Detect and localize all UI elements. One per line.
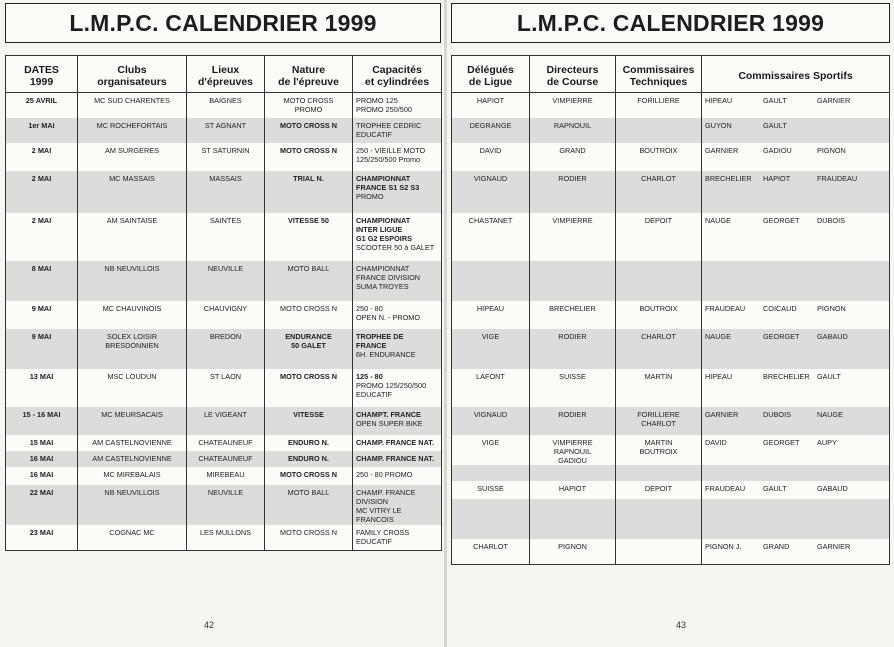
commissaire-technique-cell: MARTIN	[616, 369, 702, 407]
delegue-cell	[452, 465, 530, 481]
capacite-cell: TROPHEE DE FRANCE 6H. ENDURANCE	[353, 329, 442, 369]
capacite-cell: 250 - 80 PROMO	[353, 467, 442, 485]
club-cell: SOLEX LOISIR BRESDONNIEN	[78, 329, 187, 369]
commissaire-technique-cell: DEPOIT	[616, 213, 702, 261]
directeur-cell: RAPNOUIL	[530, 118, 616, 143]
capacite-cell: CHAMPIONNAT FRANCE S1 S2 S3 PROMO	[353, 171, 442, 213]
left-header-row	[6, 56, 442, 93]
commissaire-sportif-name: FRAUDEAU	[705, 303, 746, 313]
club-cell: AM CASTELNOVIENNE	[78, 451, 187, 467]
right-table-row	[452, 539, 890, 565]
directeur-cell	[530, 261, 616, 301]
capacite-cell: CHAMPIONNAT INTER LIGUE G1 G2 ESPOIRS SCOOTER 50 à GALET	[353, 213, 442, 261]
left-table-row	[6, 435, 442, 451]
commissaire-technique-cell: CHARLOT	[616, 329, 702, 369]
commissaire-sportif-name: COICAUD	[763, 303, 797, 313]
commissaire-technique-cell: CHARLOT	[616, 171, 702, 213]
commissaire-technique-cell: FORILLIERE CHARLOT	[616, 407, 702, 435]
right-table-row	[452, 261, 890, 301]
commissaire-technique-cell	[616, 499, 702, 539]
commissaire-sportif-name: GEORGET	[763, 331, 800, 341]
commissaire-technique-cell	[616, 118, 702, 143]
date-cell: 9 MAI	[6, 329, 78, 369]
date-cell: 15 - 16 MAI	[6, 407, 78, 435]
commissaire-sportif-name: HIPEAU	[705, 371, 733, 381]
club-cell: MC CHAUVINOIS	[78, 301, 187, 329]
nature-cell: MOTO CROSS N	[265, 369, 353, 407]
capacite-cell: 250 - 80 OPEN N. - PROMO	[353, 301, 442, 329]
capacite-cell: CHAMP. FRANCE DIVISION MC VITRY LE FRANCOIS	[353, 485, 442, 525]
left-table-row	[6, 93, 442, 118]
directeur-cell: PIGNON	[530, 539, 616, 565]
commissaires-sportifs-cell	[702, 143, 890, 171]
header-nature: Nature de l'épreuve	[265, 56, 353, 93]
delegue-cell: SUISSE	[452, 481, 530, 499]
club-cell: COGNAC MC	[78, 525, 187, 551]
directeur-cell: SUISSE	[530, 369, 616, 407]
left-table-row	[6, 467, 442, 485]
right-table-row	[452, 465, 890, 481]
nature-cell: VITESSE 50	[265, 213, 353, 261]
directeur-cell: GRAND	[530, 143, 616, 171]
commissaires-sportifs-cell	[702, 499, 890, 539]
date-cell: 2 MAI	[6, 213, 78, 261]
commissaire-sportif-name: NAUGE	[705, 215, 731, 225]
delegue-cell: CHARLOT	[452, 539, 530, 565]
right-table-row	[452, 435, 890, 465]
commissaires-sportifs-cell	[702, 481, 890, 499]
delegue-cell: DEGRANGE	[452, 118, 530, 143]
nature-cell: VITESSE	[265, 407, 353, 435]
left-page	[0, 0, 445, 647]
date-cell: 16 MAI	[6, 451, 78, 467]
commissaire-sportif-name: DUBOIS	[763, 409, 791, 419]
nature-cell: MOTO CROSS N	[265, 467, 353, 485]
commissaires-sportifs-cell	[702, 539, 890, 565]
right-table-row	[452, 143, 890, 171]
lieu-cell: CHAUVIGNY	[187, 301, 265, 329]
capacite-cell: PROMO 125 PROMO 250/500	[353, 93, 442, 118]
left-table-row	[6, 118, 442, 143]
right-page	[447, 0, 894, 647]
commissaire-sportif-name: GAULT	[763, 120, 787, 130]
lieu-cell: LES MULLONS	[187, 525, 265, 551]
commissaires-sportifs-cell	[702, 213, 890, 261]
commissaire-technique-cell: BOUTROIX	[616, 143, 702, 171]
left-table-row	[6, 369, 442, 407]
directeur-cell: RODIER	[530, 171, 616, 213]
commissaire-sportif-name: BRECHELIER	[763, 371, 810, 381]
date-cell: 15 MAI	[6, 435, 78, 451]
club-cell: AM SURGERES	[78, 143, 187, 171]
header-clubs: Clubs organisateurs	[78, 56, 187, 93]
club-cell: MC MEURSACAIS	[78, 407, 187, 435]
left-table-row	[6, 329, 442, 369]
directeur-cell: VIMPIERRE	[530, 93, 616, 118]
club-cell: MC MASSAIS	[78, 171, 187, 213]
commissaires-sportifs-cell	[702, 465, 890, 481]
commissaire-sportif-name: AUPY	[817, 437, 837, 447]
directeur-cell: HAPIOT	[530, 481, 616, 499]
commissaire-sportif-name: GARNIER	[817, 96, 851, 105]
date-cell: 2 MAI	[6, 143, 78, 171]
left-table-row	[6, 407, 442, 435]
delegue-cell: VIGE	[452, 435, 530, 465]
date-cell: 9 MAI	[6, 301, 78, 329]
capacite-cell: CHAMP. FRANCE NAT.	[353, 451, 442, 467]
left-calendar-table	[5, 55, 442, 551]
left-table-row	[6, 171, 442, 213]
delegue-cell: VIGE	[452, 329, 530, 369]
club-cell: NB NEUVILLOIS	[78, 485, 187, 525]
header-techniques: Commissaires Techniques	[616, 56, 702, 93]
commissaire-sportif-name: GARNIER	[817, 541, 851, 551]
right-table-row	[452, 171, 890, 213]
commissaire-sportif-name: PIGNON	[817, 303, 846, 313]
commissaire-sportif-name: PIGNON	[817, 145, 846, 155]
delegue-cell: LAFONT	[452, 369, 530, 407]
club-cell: MSC LOUDUN	[78, 369, 187, 407]
lieu-cell: CHATEAUNEUF	[187, 451, 265, 467]
right-page-title: L.M.P.C. CALENDRIER 1999	[451, 3, 890, 43]
lieu-cell: NEUVILLE	[187, 485, 265, 525]
capacite-cell: FAMILY CROSS EDUCATIF	[353, 525, 442, 551]
commissaires-sportifs-cell	[702, 93, 890, 118]
lieu-cell: ST AGNANT	[187, 118, 265, 143]
nature-cell: ENDURO N.	[265, 435, 353, 451]
club-cell: NB NEUVILLOIS	[78, 261, 187, 301]
commissaire-technique-cell: MARTIN BOUTROIX	[616, 435, 702, 465]
lieu-cell: BAIGNES	[187, 93, 265, 118]
delegue-cell: VIGNAUD	[452, 171, 530, 213]
lieu-cell: BREDON	[187, 329, 265, 369]
right-page-number: 43	[676, 620, 687, 630]
commissaires-sportifs-cell	[702, 171, 890, 213]
right-table-row	[452, 369, 890, 407]
right-table-row	[452, 93, 890, 118]
capacite-cell: 250 - VIEILLE MOTO 125/250/500 Promo	[353, 143, 442, 171]
left-table-row	[6, 213, 442, 261]
commissaire-sportif-name: HAPIOT	[763, 173, 791, 183]
delegue-cell: VIGNAUD	[452, 407, 530, 435]
capacite-cell: 125 - 80 PROMO 125/250/500 EDUCATIF	[353, 369, 442, 407]
delegue-cell	[452, 261, 530, 301]
date-cell: 23 MAI	[6, 525, 78, 551]
right-table-row	[452, 213, 890, 261]
nature-cell: MOTO CROSS N	[265, 118, 353, 143]
directeur-cell: RODIER	[530, 329, 616, 369]
left-table-row	[6, 451, 442, 467]
left-table-row	[6, 301, 442, 329]
commissaires-sportifs-cell	[702, 435, 890, 465]
nature-cell: MOTO CROSS PROMO	[265, 93, 353, 118]
commissaire-technique-cell: BOUTROIX	[616, 301, 702, 329]
commissaire-sportif-name: HIPEAU	[705, 96, 733, 105]
commissaire-sportif-name: FRAUDEAU	[817, 173, 858, 183]
lieu-cell: SAINTES	[187, 213, 265, 261]
delegue-cell: CHASTANET	[452, 213, 530, 261]
nature-cell: MOTO CROSS N	[265, 525, 353, 551]
directeur-cell	[530, 499, 616, 539]
nature-cell: MOTO BALL	[265, 485, 353, 525]
delegue-cell	[452, 499, 530, 539]
right-calendar-table	[451, 55, 890, 565]
right-table-row	[452, 118, 890, 143]
date-cell: 2 MAI	[6, 171, 78, 213]
directeur-cell: VIMPIERRE RAPNOUIL GADIOU	[530, 435, 616, 465]
commissaire-sportif-name: GABAUD	[817, 483, 848, 493]
date-cell: 16 MAI	[6, 467, 78, 485]
nature-cell: MOTO CROSS N	[265, 143, 353, 171]
commissaire-sportif-name: NAUGE	[705, 331, 731, 341]
commissaires-sportifs-cell	[702, 118, 890, 143]
lieu-cell: MASSAIS	[187, 171, 265, 213]
commissaire-sportif-name: FRAUDEAU	[705, 483, 746, 493]
nature-cell: ENDURO N.	[265, 451, 353, 467]
capacite-cell: CHAMP. FRANCE NAT.	[353, 435, 442, 451]
commissaires-sportifs-cell	[702, 301, 890, 329]
commissaire-technique-cell: DEPOIT	[616, 481, 702, 499]
delegue-cell: DAVID	[452, 143, 530, 171]
header-capacites: Capacités et cylindrées	[353, 56, 442, 93]
nature-cell: ENDURANCE 50 GALET	[265, 329, 353, 369]
capacite-cell: TROPHEE CEDRIC EDUCATIF	[353, 118, 442, 143]
commissaire-technique-cell: FORILLIERE	[616, 93, 702, 118]
lieu-cell: ST LAON	[187, 369, 265, 407]
commissaire-sportif-name: NAUGE	[817, 409, 843, 419]
nature-cell: TRIAL N.	[265, 171, 353, 213]
capacite-cell: CHAMPIONNAT FRANCE DIVISION SUMA TROYES	[353, 261, 442, 301]
left-page-number: 42	[204, 620, 215, 630]
left-table-row	[6, 525, 442, 551]
commissaire-sportif-name: GARNIER	[705, 409, 739, 419]
directeur-cell: RODIER	[530, 407, 616, 435]
right-table-row	[452, 301, 890, 329]
header-dates: DATES 1999	[6, 56, 78, 93]
lieu-cell: LE VIGEANT	[187, 407, 265, 435]
commissaire-sportif-name: DAVID	[705, 437, 727, 447]
commissaires-sportifs-cell	[702, 369, 890, 407]
lieu-cell: CHATEAUNEUF	[187, 435, 265, 451]
commissaire-sportif-name: GEORGET	[763, 215, 800, 225]
club-cell: MC MIREBALAIS	[78, 467, 187, 485]
header-delegues: Délégués de Ligue	[452, 56, 530, 93]
commissaire-sportif-name: BRECHELIER	[705, 173, 752, 183]
lieu-cell: ST SATURNIN	[187, 143, 265, 171]
commissaire-sportif-name: GEORGET	[763, 437, 800, 447]
left-table-row	[6, 485, 442, 525]
club-cell: MC ROCHEFORTAIS	[78, 118, 187, 143]
nature-cell: MOTO CROSS N	[265, 301, 353, 329]
commissaire-sportif-name: GAULT	[817, 371, 841, 381]
date-cell: 1er MAI	[6, 118, 78, 143]
right-header-row	[452, 56, 890, 93]
club-cell: MC SUD CHARENTES	[78, 93, 187, 118]
lieu-cell: NEUVILLE	[187, 261, 265, 301]
commissaire-sportif-name: GABAUD	[817, 331, 848, 341]
date-cell: 8 MAI	[6, 261, 78, 301]
commissaire-sportif-name: GARNIER	[705, 145, 739, 155]
commissaire-sportif-name: GAULT	[763, 483, 787, 493]
commissaire-sportif-name: PIGNON J.	[705, 541, 742, 551]
commissaire-technique-cell	[616, 465, 702, 481]
commissaire-sportif-name: DUBOIS	[817, 215, 845, 225]
capacite-cell: CHAMPT. FRANCE OPEN SUPER BIKE	[353, 407, 442, 435]
lieu-cell: MIREBEAU	[187, 467, 265, 485]
club-cell: AM SAINTAISE	[78, 213, 187, 261]
delegue-cell: HIPEAU	[452, 301, 530, 329]
right-table-row	[452, 329, 890, 369]
commissaire-technique-cell	[616, 261, 702, 301]
left-table-row	[6, 261, 442, 301]
commissaires-sportifs-cell	[702, 261, 890, 301]
left-table-row	[6, 143, 442, 171]
commissaires-sportifs-cell	[702, 329, 890, 369]
right-table-row	[452, 499, 890, 539]
date-cell: 22 MAI	[6, 485, 78, 525]
header-directeurs: Directeurs de Course	[530, 56, 616, 93]
date-cell: 13 MAI	[6, 369, 78, 407]
directeur-cell: BRECHELIER	[530, 301, 616, 329]
directeur-cell: VIMPIERRE	[530, 213, 616, 261]
left-page-title: L.M.P.C. CALENDRIER 1999	[5, 3, 441, 43]
commissaires-sportifs-cell	[702, 407, 890, 435]
right-table-row	[452, 481, 890, 499]
commissaire-sportif-name: GAULT	[763, 96, 787, 105]
club-cell: AM CASTELNOVIENNE	[78, 435, 187, 451]
commissaire-technique-cell	[616, 539, 702, 565]
nature-cell: MOTO BALL	[265, 261, 353, 301]
directeur-cell	[530, 465, 616, 481]
header-sportifs: Commissaires Sportifs	[702, 56, 890, 93]
commissaire-sportif-name: GRAND	[763, 541, 790, 551]
commissaire-sportif-name: GADIOU	[763, 145, 792, 155]
header-lieux: Lieux d'épreuves	[187, 56, 265, 93]
right-table-row	[452, 407, 890, 435]
commissaire-sportif-name: GUYON	[705, 120, 732, 130]
delegue-cell: HAPIOT	[452, 93, 530, 118]
date-cell: 25 AVRIL	[6, 93, 78, 118]
